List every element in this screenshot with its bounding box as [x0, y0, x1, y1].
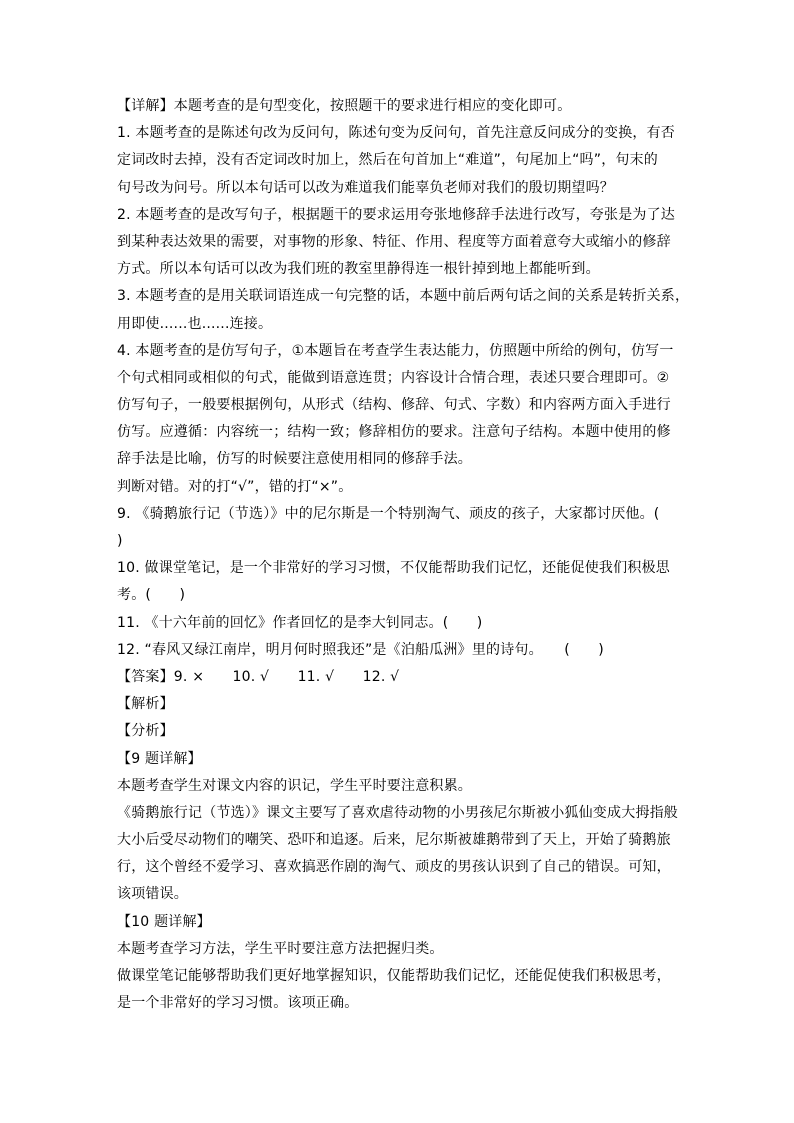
text-line: 定词改时去掉，没有否定词改时加上，然后在句首加上“难道”，句尾加上“吗”，句末的	[117, 152, 659, 169]
text-line: )	[117, 533, 123, 549]
text-line: 大小后受尽动物们的嘲笑、恐吓和追逐。后来，尼尔斯被雄鹅带到了天上，开始了骑鹅旅	[117, 832, 671, 849]
text-line: 【详解】本题考查的是句型变化，按照题干的要求进行相应的变化即可。	[117, 98, 572, 114]
text-line: 本题考查学习方法，学生平时要注意方法把握归类。	[117, 940, 444, 957]
text-line: 行，这个曾经不爱学习、喜欢搞恶作剧的淘气、顽皮的男孩认识到了自己的错误。可知，	[117, 859, 671, 876]
text-line: 是一个非常好的学习习惯。该项正确。	[117, 995, 359, 1012]
text-line: 判断对错。对的打“√”，错的打“×”。	[117, 478, 353, 495]
text-line: 9. 《骑鹅旅行记（节选）》中的尼尔斯是一个特别淘气、顽皮的孩子，大家都讨厌他。(	[117, 505, 660, 522]
text-line: 3. 本题考查的是用关联词语连成一句完整的话，本题中前后两句话之间的关系是转折关系，	[117, 288, 690, 305]
text-line: 方式。所以本句话可以改为我们班的教室里静得连一根针掉到地上都能听到。	[117, 261, 600, 278]
text-line: 做课堂笔记能够帮助我们更好地掌握知识，仅能帮助我们记忆，还能促使我们积极思考，	[117, 968, 671, 984]
text-line: 10. 做课堂笔记，是一个非常好的学习习惯，不仅能帮助我们记忆，还能促使我们积极思	[117, 560, 670, 577]
text-line: 4. 本题考查的是仿写句子，①本题旨在考查学生表达能力，仿照题中所给的例句，仿写一	[117, 342, 674, 359]
text-line: 11. 《十六年前的回忆》作者回忆的是李大钊同志。( )	[117, 614, 483, 631]
text-line: 12. “春风又绿江南岸，明月何时照我还”是《泊船瓜洲》里的诗句。 ( )	[117, 641, 604, 658]
text-line: 到某种表达效果的需要，对事物的形象、特征、作用、程度等方面着意夸大或缩小的修辞	[117, 233, 671, 250]
text-line: 句号改为问号。所以本句话可以改为难道我们能辜负老师对我们的殷切期望吗？	[117, 179, 614, 196]
text-line: 【分析】	[117, 723, 174, 740]
text-line: 该项错误。	[117, 886, 188, 903]
text-line: 【答案】9. × 10. √ 11. √ 12. √	[117, 668, 400, 685]
document-page	[117, 93, 697, 1017]
text-line: 【10 题详解】	[117, 913, 211, 930]
text-line: 个句式相同或相似的句式，能做到语意连贯；内容设计合情合理，表述只要合理即可。②	[117, 369, 670, 386]
text-line: 仿写。应遵循：内容统一；结构一致；修辞相仿的要求。注意句子结构。本题中使用的修	[117, 424, 671, 441]
text-line: 考。( )	[117, 587, 186, 604]
text-line: 辞手法是比喻，仿写的时候要注意使用相同的修辞手法。	[117, 451, 472, 468]
text-line: 1. 本题考查的是陈述句改为反问句，陈述句变为反问句，首先注意反问成分的变换，有否	[117, 125, 676, 142]
text-line: 2. 本题考查的是改写句子，根据题干的要求运用夸张地修辞手法进行改写，夸张是为了达	[117, 206, 676, 223]
text-line: 仿写句子，一般要根据例句，从形式（结构、修辞、句式、字数）和内容两方面入手进行	[117, 397, 671, 414]
text-line: 《骑鹅旅行记（节选）》课文主要写了喜欢虐待动物的小男孩尼尔斯被小狐仙变成大拇指般	[117, 804, 678, 821]
text-line: 用即使......也......连接。	[117, 315, 273, 332]
text-line: 【解析】	[117, 696, 174, 713]
text-line: 【9 题详解】	[117, 750, 202, 767]
text-line: 本题考查学生对课文内容的识记，学生平时要注意积累。	[117, 777, 472, 794]
